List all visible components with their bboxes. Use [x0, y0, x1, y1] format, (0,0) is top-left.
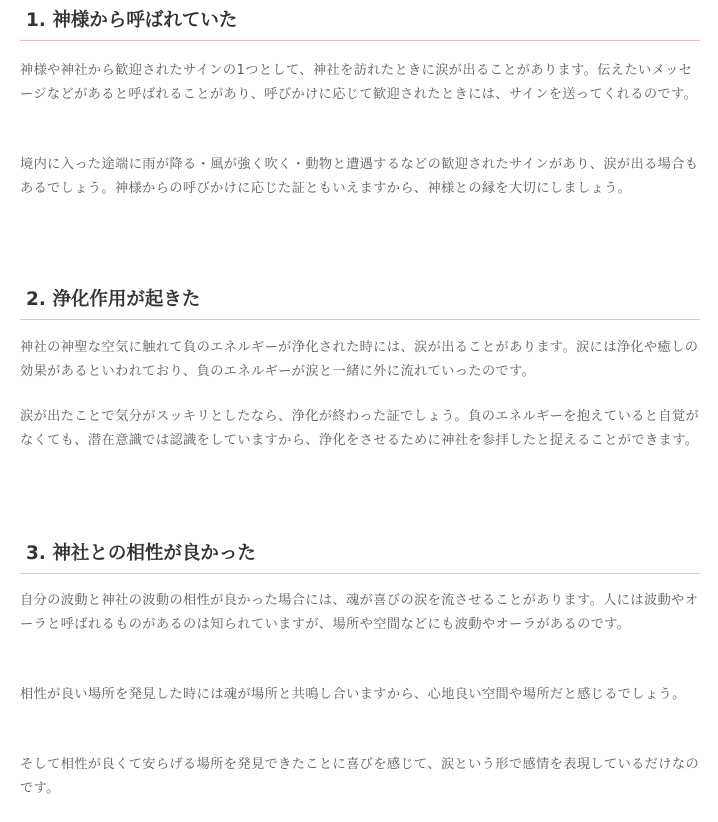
section-called-by-god — [0, 8, 718, 196]
section-paragraph: 涙が出たことで気分がスッキリとしたなら、浄化が終わった証でしょう。負のエネルギーを抱えていると自覚がなくても、潜在意識では認識をしていますから、浄化をさせるために神社を参拝したと捉えることができます。 — [20, 409, 700, 448]
section-purification — [0, 287, 718, 448]
section-paragraph: そして相性が良くて安らげる場所を発見できたことに喜びを感じて、涙という形で感情を表現しているだけなのです。 — [20, 757, 700, 796]
section-heading: 2. 浄化作用が起きた — [20, 287, 700, 320]
section-compatibility — [0, 541, 718, 796]
section-paragraph: 神様や神社から歓迎されたサインの1つとして、神社を訪れたときに涙が出ることがあります。伝えたいメッセージなどがあると呼ばれることがあり、呼びかけに応じて歓迎されたときには、サインを送ってくれるのです。 — [20, 63, 698, 102]
section-paragraph: 相性が良い場所を発見した時には魂が場所と共鳴し合いますから、心地良い空間や場所だと感じるでしょう。 — [20, 687, 686, 702]
section-heading: 3. 神社との相性が良かった — [20, 541, 700, 574]
section-heading: 1. 神様から呼ばれていた — [20, 8, 700, 41]
section-paragraph: 神社の神聖な空気に触れて負のエネルギーが浄化された時には、涙が出ることがあります。涙には浄化や癒しの効果があるといわれており、負のエネルギーが涙と一緒に外に流れていったのです。 — [20, 340, 699, 379]
section-paragraph: 自分の波動と神社の波動の相性が良かった場合には、魂が喜びの涙を流させることがあります。人には波動やオーラと呼ばれるものがあるのは知られていますが、場所や空間などにも波動やオーラがあるのです。 — [20, 593, 699, 632]
section-paragraph: 境内に入った途端に雨が降る・風が強く吹く・動物と遭遇するなどの歓迎されたサインがあり、涙が出る場合もあるでしょう。神様からの呼びかけに応じた証ともいえますから、神様との縁を大切にしましょう。 — [20, 157, 699, 196]
